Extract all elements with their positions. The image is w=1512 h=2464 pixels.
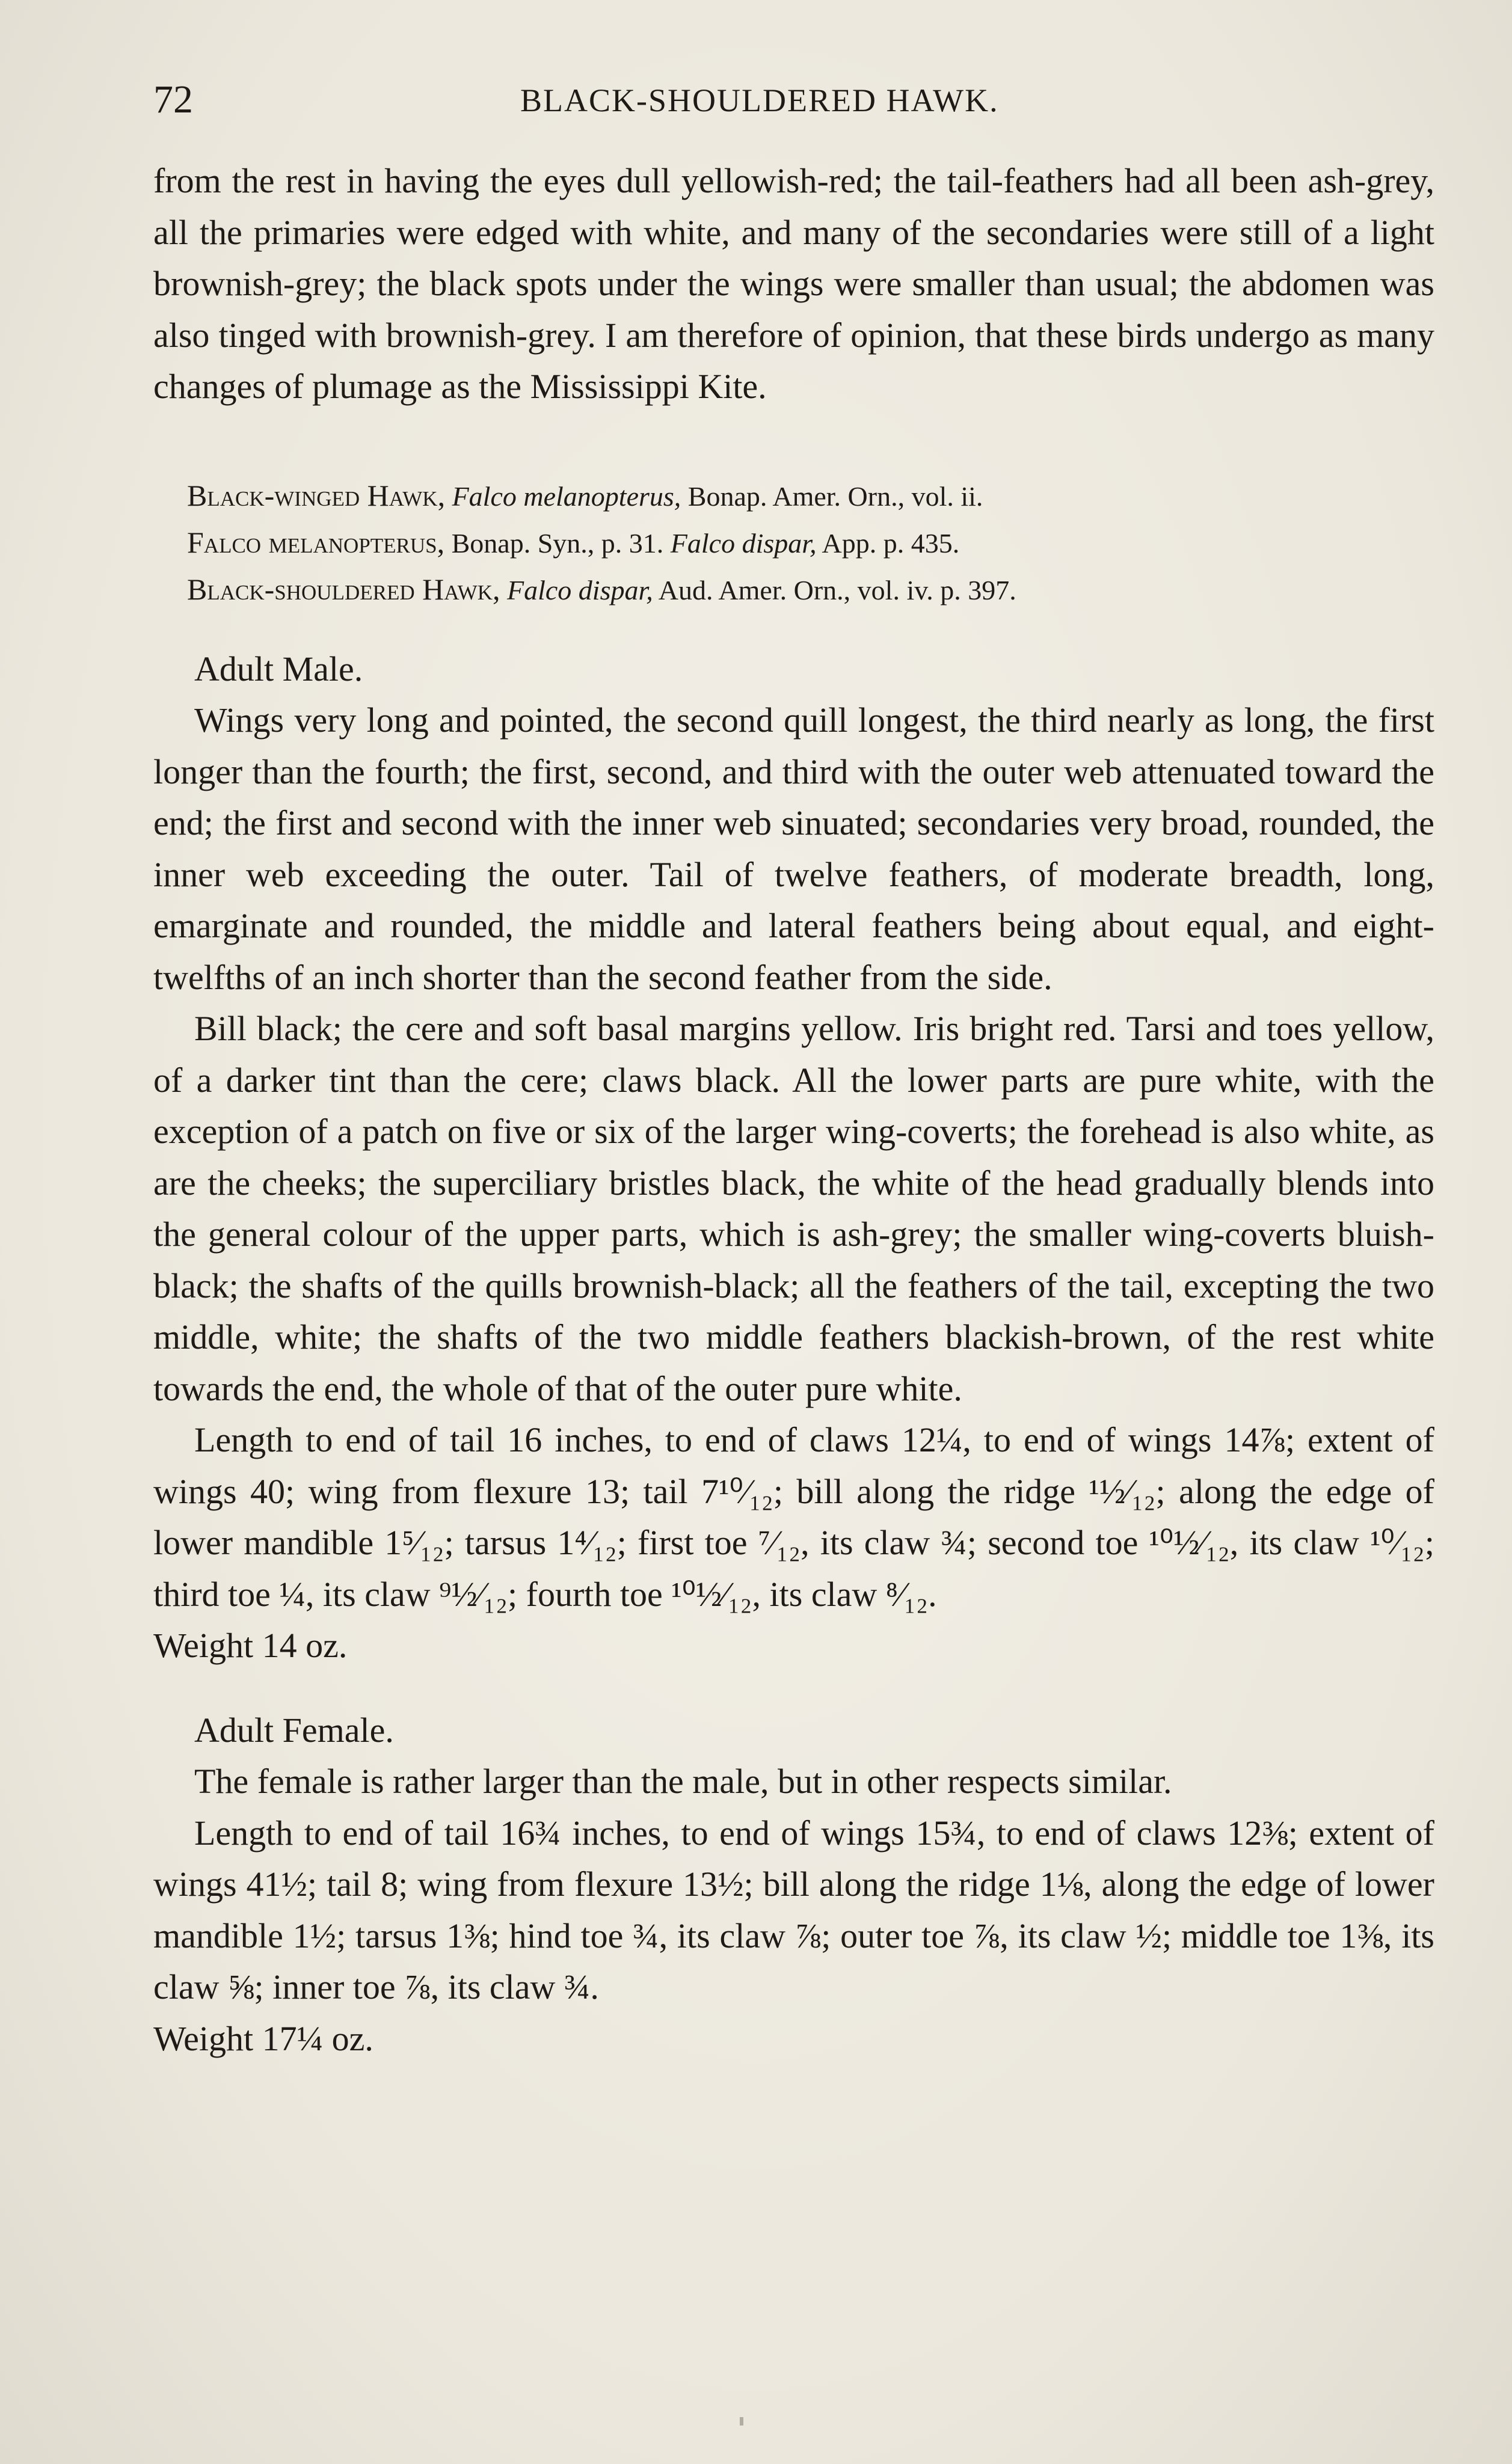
female-heading: Adult Female. [194,1710,394,1750]
intro-paragraph: from the rest in having the eyes dull yellowish-red; the tail-feathers had all been ash-grey, all the primaries were edged with white, and many of the secondaries were still of a light brownish-grey; the black spots under the wings were smaller than usual; the abdomen was also tinged with brownish-grey. I am therefore of opinion, that these birds undergo as many changes of plumage as the Mississippi Kite. [153,161,1434,406]
female-weight: Weight 17¼ oz. [153,2018,373,2058]
page-number: 72 [153,78,193,121]
male-measurements: Length to end of tail 16 inches, to end of claws 12¼, to end of wings 14⅞; extent of wings 40; wing from flexure 13; tail 7¹⁰⁄₁₂; bill along the ridge ¹½⁄₁₂; along the edge of lower mandible 1⁵⁄₁₂; tarsus 1⁴⁄₁₂; first toe ⁷⁄₁₂, its claw ¾; second toe ¹⁰½⁄₁₂, its claw ¹⁰⁄₁₂; third toe ¼, its claw ⁹½⁄₁₂; fourth toe ¹⁰½⁄₁₂, its claw ⁸⁄₁₂. [153,1420,1434,1614]
male-heading: Adult Male. [194,649,363,688]
print-mark [740,2417,743,2426]
male-weight: Weight 14 oz. [153,1626,348,1665]
synonym-line: Black-shouldered Hawk, Falco dispar, Aud. Amer. Orn., vol. iv. p. 397. [187,572,1016,606]
male-wings-paragraph: Wings very long and pointed, the second quill longest, the third nearly as long, the first longer than the fourth; the first, second, and third with the outer web attenuated toward the end; the first and second with the inner web sinuated; secondaries very broad, rounded, the inner web exceeding the outer. Tail of twelve feathers, of moderate breadth, long, emarginate and rounded, the middle and lateral feathers being about equal, and eight-twelfths of an inch shorter than the second feather from the side. [153,700,1434,997]
synonymy-block [153,473,1434,613]
female-paragraph: The female is rather larger than the male, but in other respects similar. [194,1762,1172,1801]
male-plumage-paragraph: Bill black; the cere and soft basal margins yellow. Iris bright red. Tarsi and toes yellow, of a darker tint than the cere; claws black. All the lower parts are pure white, with the exception of a patch on five or six of the larger wing-coverts; the forehead is also white, as are the cheeks; the superciliary bristles black, the white of the head gradually blends into the general colour of the upper parts, which is ash-grey; the smaller wing-coverts bluish-black; the shafts of the quills brownish-black; all the feathers of the tail, excepting the two middle, white; the shafts of the two middle feathers blackish-brown, of the rest white towards the end, the whole of that of the outer pure white. [153,1009,1434,1408]
page-body [153,155,1434,2064]
synonym-line: Falco melanopterus, Bonap. Syn., p. 31. Falco dispar, App. p. 435. [187,525,960,559]
synonym-line: Black-winged Hawk, Falco melanopterus, Bonap. Amer. Orn., vol. ii. [187,478,983,512]
running-title: BLACK-SHOULDERED HAWK. [520,82,999,118]
female-measurements: Length to end of tail 16¾ inches, to end of wings 15¾, to end of claws 12⅜; extent of wings 41½; tail 8; wing from flexure 13½; bill along the ridge 1⅛, along the edge of lower mandible 1½; tarsus 1⅜; hind toe ¾, its claw ⅞; outer toe ⅞, its claw ½; middle toe 1⅜, its claw ⅝; inner toe ⅞, its claw ¾. [153,1813,1434,2006]
page-header [153,77,1434,131]
